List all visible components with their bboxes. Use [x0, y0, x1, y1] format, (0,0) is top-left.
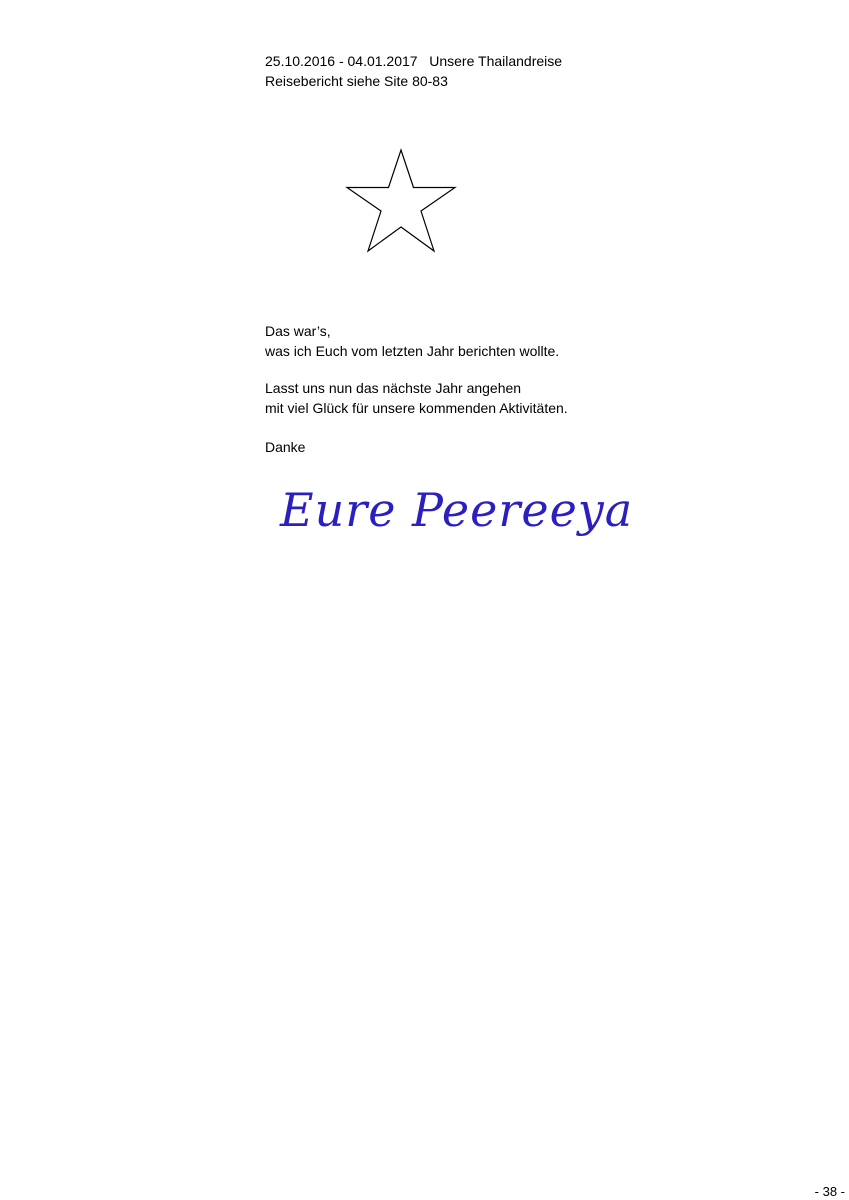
signature: Eure Peereeya: [280, 483, 634, 537]
date-range: 25.10.2016 - 04.01.2017: [265, 53, 418, 69]
page-number: - 38 -: [814, 1184, 845, 1199]
trip-title: Unsere Thailandreise: [429, 53, 563, 69]
closing-text: Danke: [265, 439, 306, 455]
star-outline-icon: [345, 148, 457, 254]
body-paragraph-2-line-2: mit viel Glück für unsere kommenden Aktivitäten.: [265, 400, 568, 416]
body-paragraph-1-line-1: Das war’s,: [265, 323, 331, 339]
body-paragraph-1-line-2: was ich Euch vom letzten Jahr berichten wollte.: [265, 343, 560, 359]
header-line-1: [265, 51, 562, 71]
body-paragraph-2-line-1: Lasst uns nun das nächste Jahr angehen: [265, 380, 522, 396]
report-reference: Reisebericht siehe Site 80-83: [265, 73, 448, 89]
